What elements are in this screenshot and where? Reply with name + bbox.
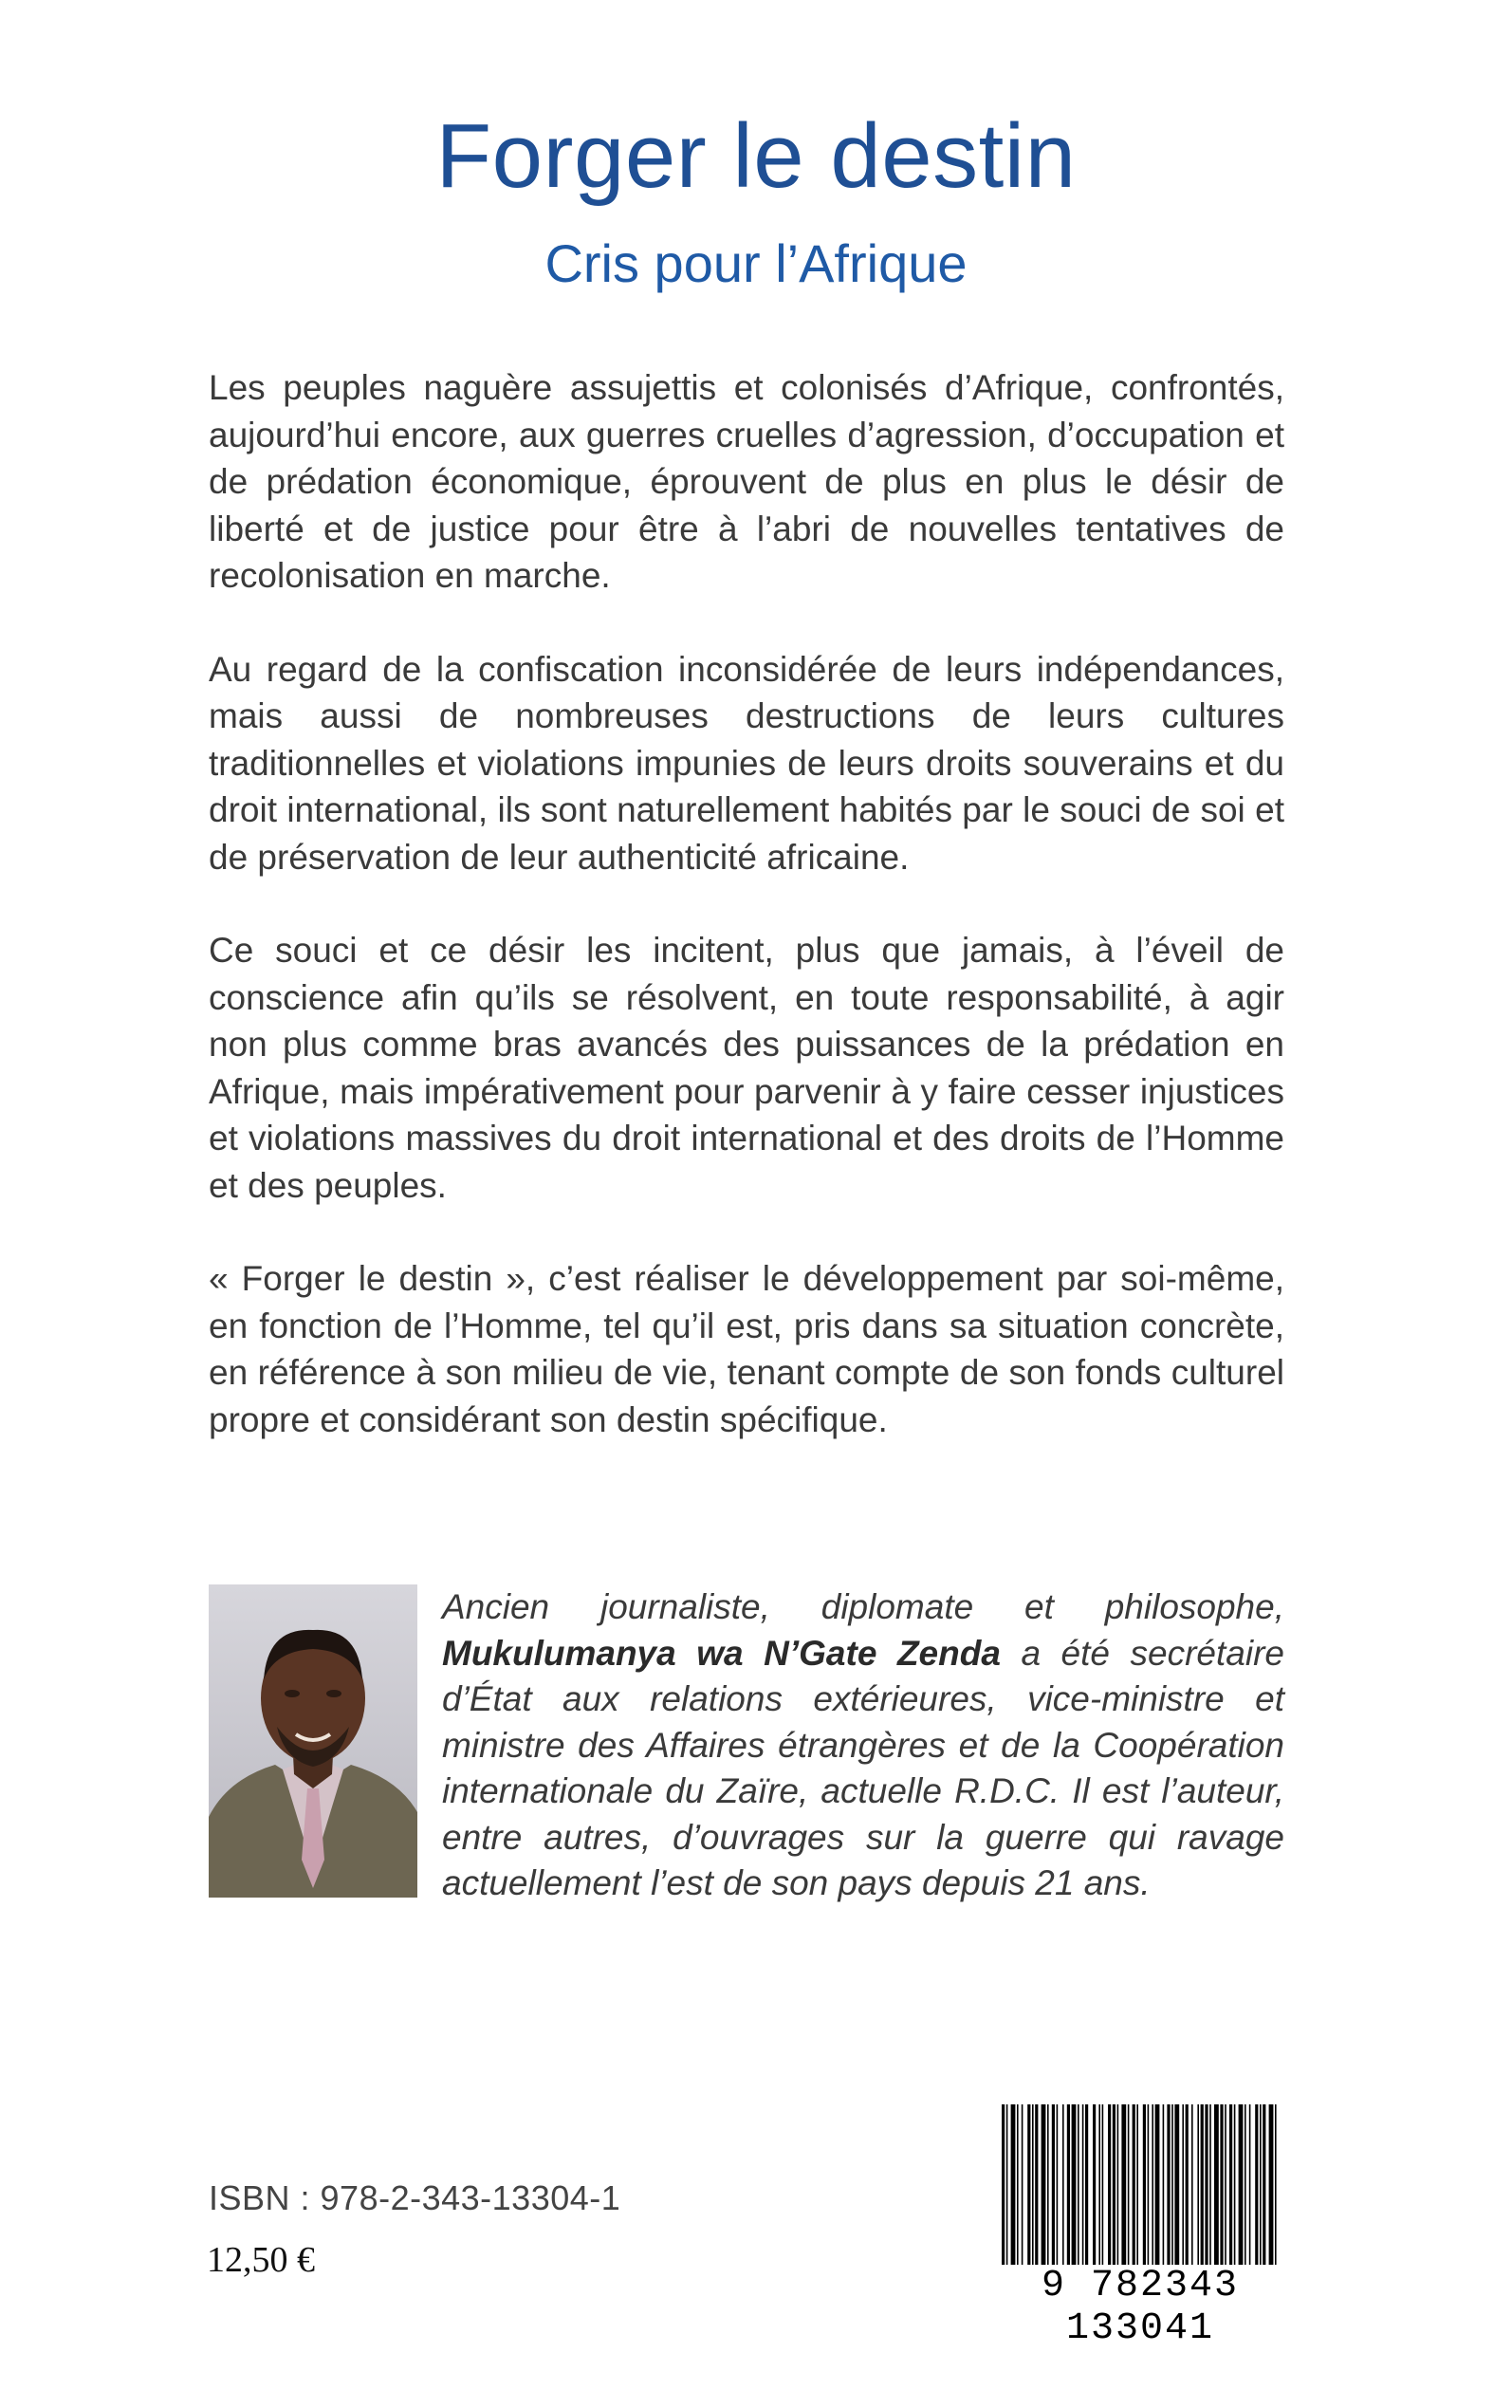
author-bio: [442, 1584, 1284, 1907]
blurb-paragraph-3: Ce souci et ce désir les incitent, plus que jamais, à l’éveil de conscience afin qu’ils se résolvent, en toute responsabilité, à agir non plus comme bras avancés des puissances de la prédation en Afrique, mais impérativement pour parvenir à y faire cesser injustices et violations massives du droit international et des droits de l’Homme et des peuples.: [209, 931, 1284, 1205]
barcode-digits: 9 782343 133041: [986, 2265, 1294, 2350]
author-bio-rest: a été secrétaire d’État aux relations extérieures, vice-ministre et ministre des Affaires étrangères et de la Coopération internationale du Zaïre, actuelle R.D.C. Il est l’auteur, entre autres, d’ouvrages sur la guerre qui ravage actuellement l’est de son pays depuis 21 ans.: [442, 1633, 1284, 1902]
blurb-paragraph-4: « Forger le destin », c’est réaliser le développement par soi-même, en fonction de l’Homme, tel qu’il est, pris dans sa situation concrète, en référence à son milieu de vie, tenant compte de son fonds culturel propre et considérant son destin spécifique.: [209, 1259, 1284, 1439]
blurb-paragraph-2: Au regard de la confiscation inconsidérée de leurs indépendances, mais aussi de nombreuses destructions de leurs cultures traditionnelles et violations impunies de leurs droits souverains et du droit international, ils sont naturellement habités par le souci de soi et de préservation de leur authenticité africaine.: [209, 649, 1284, 877]
back-cover-blurb: [209, 364, 1284, 1490]
price: 12,50 €: [207, 2240, 315, 2280]
book-title: Forger le destin: [435, 105, 1077, 207]
author-name: Mukulumanya wa N’Gate Zenda: [442, 1633, 1001, 1673]
blurb-paragraph-1: Les peuples naguère assujettis et colonisés d’Afrique, confrontés, aujourd’hui encore, aux guerres cruelles d’agression, d’occupation et de prédation économique, éprouvent de plus en plus le désir de liberté et de justice pour être à l’abri de nouvelles tentatives de recolonisation en marche.: [209, 368, 1284, 595]
author-bio-intro: Ancien journaliste, diplomate et philosophe,: [442, 1587, 1284, 1626]
book-subtitle: Cris pour l’Afrique: [544, 233, 968, 293]
isbn: ISBN : 978-2-343-13304-1: [209, 2178, 621, 2217]
author-photo: [209, 1584, 417, 1898]
